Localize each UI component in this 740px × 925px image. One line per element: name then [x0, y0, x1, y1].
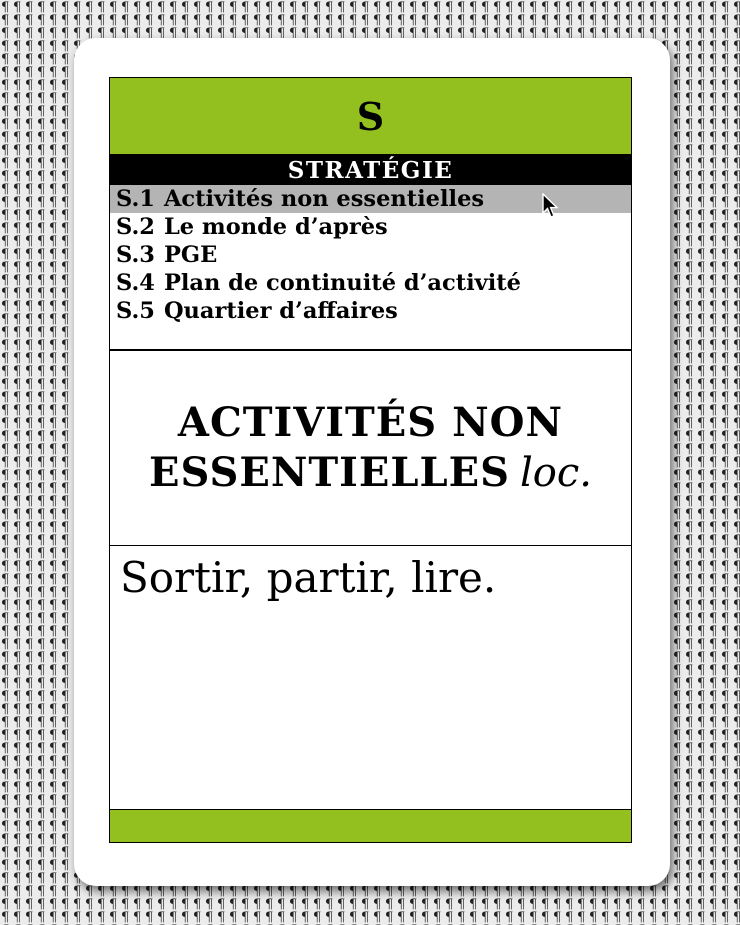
- card-frame: [109, 77, 632, 843]
- menu-item-code: S.2: [116, 214, 155, 240]
- category-bar: [110, 155, 631, 185]
- term-definition: Sortir, partir, lire.: [120, 553, 497, 602]
- menu-item-code: S.3: [116, 242, 155, 268]
- menu-item-s1[interactable]: [110, 185, 631, 213]
- term-menu: [110, 185, 631, 351]
- menu-item-label: Activités non essentielles: [163, 186, 485, 212]
- category-label: STRATÉGIE: [287, 156, 454, 184]
- menu-item-label: Quartier d’affaires: [163, 298, 398, 324]
- menu-item-label: PGE: [163, 242, 218, 268]
- menu-item-label: Le monde d’après: [163, 214, 388, 240]
- card-letter: S: [356, 93, 385, 139]
- menu-item-s4[interactable]: [110, 269, 631, 297]
- term-title-line-2: [149, 448, 592, 498]
- term-title-box: [110, 351, 631, 546]
- menu-item-s3[interactable]: [110, 241, 631, 269]
- menu-item-code: S.5: [116, 298, 155, 324]
- card-footer-bar: [110, 809, 631, 842]
- menu-item-s2[interactable]: [110, 213, 631, 241]
- term-title-word: ESSENTIELLES: [148, 449, 511, 496]
- menu-item-code: S.4: [116, 270, 155, 296]
- term-title-line-1: ACTIVITÉS NON: [177, 399, 564, 446]
- menu-item-code: S.1: [116, 186, 155, 212]
- menu-item-s5[interactable]: [110, 297, 631, 325]
- menu-item-label: Plan de continuité d’activité: [163, 270, 521, 296]
- card-letter-header: [110, 78, 631, 155]
- part-of-speech: loc.: [520, 450, 593, 496]
